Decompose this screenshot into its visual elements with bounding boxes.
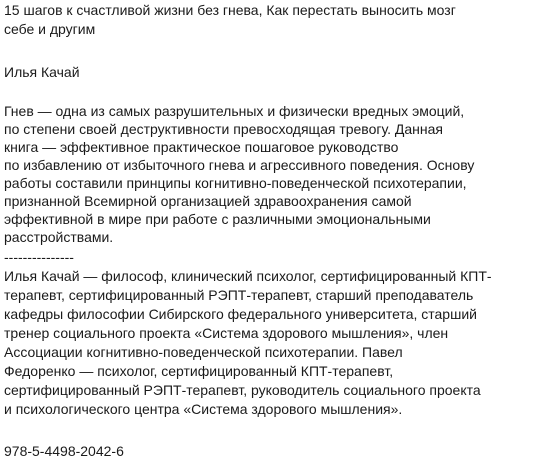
annotation-line-7: эффективной в мире при работе с различными эмоциональными (4, 211, 431, 227)
annotation-line-1: Гнев — одна из самых разрушительных и физически вредных эмоций, (4, 103, 465, 119)
bio-line-4: тренер социального проекта «Система здорового мышления», член (4, 325, 449, 341)
book-title-line-1: 15 шагов к счастливой жизни без гнева, Как перестать выносить мозг (4, 2, 456, 18)
book-title-line-2: себе и другим (4, 21, 96, 37)
annotation-line-2: по степени своей деструктивности превосходящая тревогу. Данная (4, 121, 443, 137)
separator-line: --------------- (4, 249, 74, 265)
bio-line-8: и психологического центра «Система здорового мышления». (4, 401, 403, 417)
bio-line-2: терапевт, сертифицированный РЭПТ-терапевт, старший преподаватель (4, 287, 474, 303)
bio-line-7: сертифицированный РЭПТ-терапевт, руководитель социального проекта (4, 382, 481, 398)
bio-line-6: Федоренко — психолог, сертифицированный КПТ-терапевт, (4, 363, 394, 379)
annotation-line-5: работы составили принципы когнитивно-поведенческой психотерапии, (4, 175, 467, 191)
bio-line-1: Илья Качай — философ, клинический психолог, сертифицированный КПТ- (4, 268, 492, 284)
annotation-line-3: книга — эффективное практическое пошаговое руководство (4, 139, 399, 155)
annotation-line-8: расстройствами. (4, 229, 114, 245)
annotation-line-4: по избавлению от избыточного гнева и агрессивного поведения. Основу (4, 157, 475, 173)
isbn: 978-5-4498-2042-6 (4, 443, 124, 459)
bio-line-5: Ассоциации когнитивно-поведенческой психотерапии. Павел (4, 344, 403, 360)
annotation-line-6: признанной Всемирной организацией здравоохранения самой (4, 193, 412, 209)
bio-line-3: кафедры философии Сибирского федерального университета, старший (4, 306, 477, 322)
book-author: Илья Качай (4, 64, 80, 80)
